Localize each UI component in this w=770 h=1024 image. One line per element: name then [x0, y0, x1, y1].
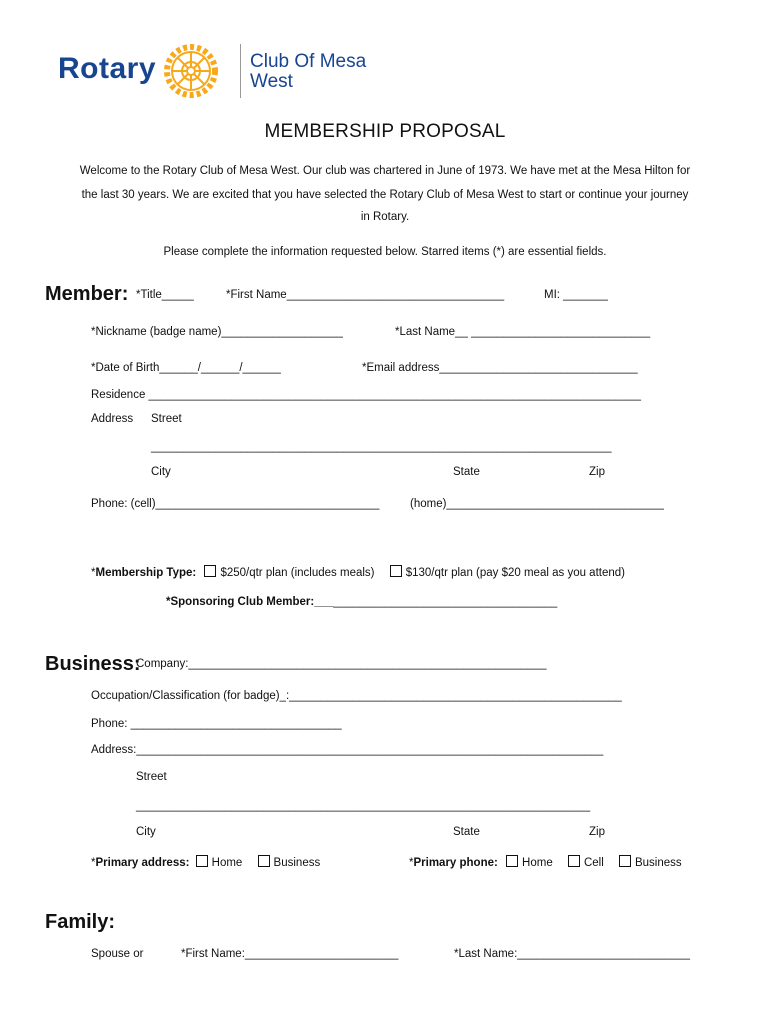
phone-home-field[interactable]: (home)__________________________________ — [410, 498, 664, 510]
member-heading: Member: — [45, 283, 129, 305]
spouse-label: Spouse or — [91, 948, 144, 960]
last-name-field[interactable]: *Last Name__ ____________________________ — [395, 326, 651, 338]
membership-type-label: Membership Type: — [95, 567, 197, 579]
plan-130-label: $130/qtr plan (pay $20 meal as you attend) — [405, 567, 625, 579]
plan-250-label: $250/qtr plan (includes meals) — [220, 567, 375, 579]
street-field[interactable]: ________________________________________________________________________ — [151, 441, 612, 453]
rotary-wordmark: Rotary — [58, 52, 157, 85]
occupation-field[interactable]: Occupation/Classification (for badge)_:____________________________________________________ — [91, 690, 622, 702]
club-name-line2: West — [250, 71, 293, 92]
spouse-last-name-field[interactable]: *Last Name:___________________________ — [454, 948, 690, 960]
page-title: MEMBERSHIP PROPOSAL — [264, 121, 506, 142]
business-heading: Business: — [45, 653, 141, 675]
spouse-first-name-field[interactable]: *First Name:________________________ — [181, 948, 399, 960]
primary-address-home-checkbox[interactable] — [196, 855, 208, 867]
club-name-line1: Club Of Mesa — [250, 51, 367, 72]
zip-label: Zip — [589, 466, 605, 478]
business-street-field[interactable]: _______________________________________________________________________ — [136, 800, 591, 812]
business-zip-label: Zip — [589, 826, 605, 838]
business-phone-field[interactable]: Phone: _________________________________ — [91, 718, 342, 730]
phone-cell-field[interactable]: Phone: (cell)___________________________________ — [91, 498, 380, 510]
first-name-field[interactable]: *First Name__________________________________ — [226, 289, 505, 301]
logo-divider — [240, 44, 241, 98]
primary-phone-prefix: * — [409, 857, 414, 869]
primary-phone-home-label: Home — [522, 857, 553, 869]
primary-phone-home-checkbox[interactable] — [506, 855, 518, 867]
primary-phone-row — [409, 855, 682, 869]
primary-address-row — [91, 855, 320, 869]
nickname-field[interactable]: *Nickname (badge name)___________________ — [91, 326, 343, 338]
primary-address-business-label: Business — [273, 857, 321, 869]
plan-250-checkbox[interactable] — [204, 565, 216, 577]
rotary-wheel-icon — [162, 42, 220, 100]
street-label: Street — [151, 413, 182, 425]
membership-type-row — [91, 565, 625, 579]
instructions: Please complete the information requested below. Starred items (*) are essential fields. — [163, 246, 607, 258]
mi-field[interactable]: MI: _______ — [544, 289, 608, 301]
title-field[interactable]: *Title_____ — [136, 289, 194, 301]
primary-address-label: Primary address: — [95, 857, 190, 869]
primary-phone-cell-checkbox[interactable] — [568, 855, 580, 867]
primary-phone-business-checkbox[interactable] — [619, 855, 631, 867]
membership-type-prefix: * — [91, 567, 96, 579]
business-address-field[interactable]: Address:_________________________________________________________________________ — [91, 744, 604, 756]
intro-line-3: in Rotary. — [360, 211, 410, 223]
email-field[interactable]: *Email address_______________________________ — [362, 362, 638, 374]
family-heading: Family: — [45, 911, 116, 933]
residence-field[interactable]: Residence _____________________________________________________________________________ — [91, 389, 642, 401]
intro-line-2: the last 30 years. We are excited that you have selected the Rotary Club of Mesa West to start or continue your journey — [81, 189, 689, 201]
sponsoring-member-field[interactable] — [166, 596, 557, 608]
city-label: City — [151, 466, 171, 478]
plan-130-checkbox[interactable] — [390, 565, 402, 577]
business-city-label: City — [136, 826, 156, 838]
primary-address-home-label: Home — [211, 857, 243, 869]
address-label: Address — [91, 413, 134, 425]
primary-phone-label: Primary phone: — [413, 857, 498, 869]
company-field[interactable]: Company:________________________________________________________ — [136, 658, 547, 670]
primary-address-prefix: * — [91, 857, 96, 869]
business-state-label: State — [453, 826, 480, 838]
business-street-label: Street — [136, 771, 167, 783]
state-label: State — [453, 466, 480, 478]
primary-phone-business-label: Business — [634, 857, 682, 869]
intro-line-1: Welcome to the Rotary Club of Mesa West. Our club was chartered in June of 1973. We have met at the Mesa Hilton for — [79, 165, 691, 177]
sponsoring-line: ___________________________________ — [333, 596, 558, 608]
date-of-birth-field[interactable]: *Date of Birth______/______/______ — [91, 362, 281, 374]
primary-address-business-checkbox[interactable] — [258, 855, 270, 867]
primary-phone-cell-label: Cell — [583, 857, 604, 869]
sponsoring-label: *Sponsoring Club Member:___ — [166, 596, 334, 608]
